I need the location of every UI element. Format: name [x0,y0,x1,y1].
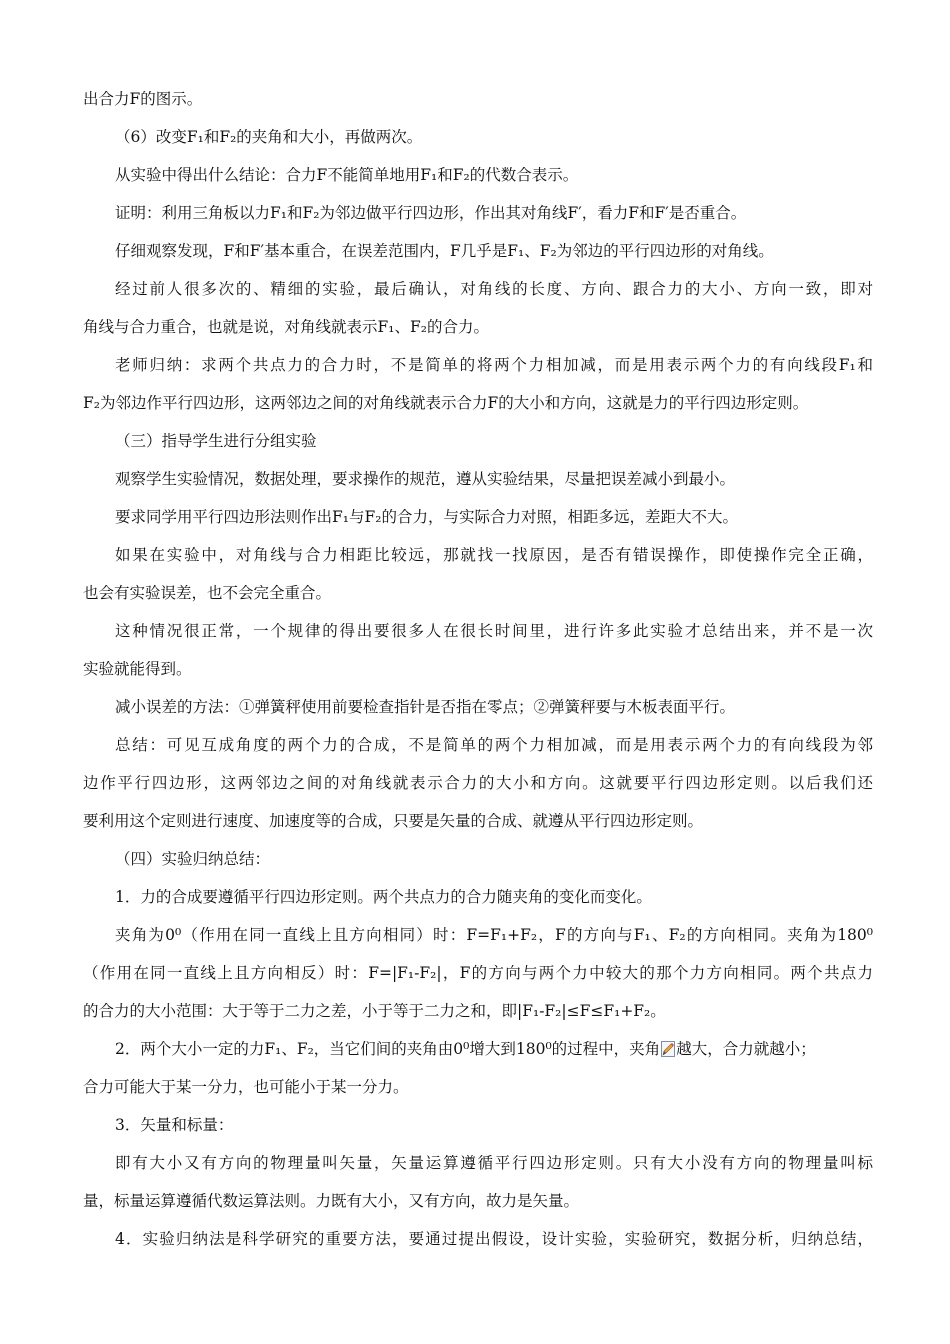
paragraph-line: 如果在实验中，对角线与合力相距比较远，那就找一找原因，是否有错误操作，即使操作完全正确， [115,546,873,564]
paragraph-line: 仔细观察发现，F和F′基本重合，在误差范围内，F几乎是F₁、F₂为邻边的平行四边形的对角线。 [115,242,774,260]
paragraph-line: （6）改变F₁和F₂的夹角和大小，再做两次。 [115,128,423,146]
paragraph-line: 证明：利用三角板以力F₁和F₂为邻边做平行四边形，作出其对角线F′，看力F和F′是否重合。 [115,204,747,222]
paragraph-line: 夹角为0⁰（作用在同一直线上且方向相同）时：F=F₁+F₂，F的方向与F₁、F₂的方向相同。夹角为180⁰ [115,926,873,944]
paragraph-line: 合力可能大于某一分力，也可能小于某一分力。 [83,1078,409,1096]
line-text-after-icon: 越大，合力就越小； [676,1040,816,1058]
paragraph-line: 即有大小又有方向的物理量叫矢量，矢量运算遵循平行四边形定则。只有大小没有方向的物理量叫标 [115,1154,873,1172]
paragraph-line: 实验就能得到。 [83,660,192,678]
paragraph-line: 4．实验归纳法是科学研究的重要方法，要通过提出假设，设计实验，实验研究，数据分析，归纳总结， [115,1230,873,1248]
paragraph-line: 总结：可见互成角度的两个力的合成，不是简单的两个力相加减，而是用表示两个力的有向线段为邻 [115,736,873,754]
paragraph-line: 要利用这个定则进行速度、加速度等的合成，只要是矢量的合成、就遵从平行四边形定则。 [83,812,704,830]
paragraph-line: 这种情况很正常，一个规律的得出要很多人在很长时间里，进行许多此实验才总结出来，并不是一次 [115,622,873,640]
paragraph-line: 角线与合力重合，也就是说，对角线就表示F₁、F₂的合力。 [83,318,489,336]
paragraph-line: 要求同学用平行四边形法则作出F₁与F₂的合力，与实际合力对照，相距多远，差距大不大。 [115,508,738,526]
paragraph-line: 1．力的合成要遵循平行四边形定则。两个共点力的合力随夹角的变化而变化。 [115,888,652,906]
section-heading: 3．矢量和标量： [115,1116,234,1134]
paragraph-line: 减小误差的方法：①弹簧秤使用前要检查指针是否指在零点；②弹簧秤要与木板表面平行。 [115,698,736,716]
section-heading: （三）指导学生进行分组实验 [115,432,317,450]
paragraph-line [115,1038,873,1060]
paragraph-line: 也会有实验误差，也不会完全重合。 [83,584,332,602]
line-text-before-icon: 2．两个大小一定的力F₁、F₂，当它们间的夹角由0⁰增大到180⁰的过程中，夹角 [115,1040,661,1058]
paragraph-line: （作用在同一直线上且方向相反）时：F=|F₁-F₂|，F的方向与两个力中较大的那个力方向相同。两个共点力 [83,964,873,982]
paragraph-line: 出合力F的图示。 [83,90,203,108]
paragraph-line: 经过前人很多次的、精细的实验，最后确认，对角线的长度、方向、跟合力的大小、方向一致，即对 [115,280,873,298]
paragraph-line: 老师归纳：求两个共点力的合力时，不是简单的将两个力相加减，而是用表示两个力的有向线段F₁和 [115,356,873,374]
paragraph-line: 观察学生实验情况，数据处理，要求操作的规范，遵从实验结果，尽量把误差减小到最小。 [115,470,736,488]
paragraph-line: 的合力的大小范围：大于等于二力之差，小于等于二力之和，即|F₁-F₂|≤F≤F₁+F₂。 [83,1002,666,1020]
paragraph-line: 量，标量运算遵循代数运算法则。力既有大小，又有方向，故力是矢量。 [83,1192,580,1210]
section-heading: （四）实验归纳总结： [115,850,271,868]
paragraph-line: 从实验中得出什么结论：合力F不能简单地用F₁和F₂的代数合表示。 [115,166,579,184]
paragraph-line: 边作平行四边形，这两邻边之间的对角线就表示合力的大小和方向。这就要平行四边形定则。以后我们还 [83,774,873,792]
paragraph-line: F₂为邻边作平行四边形，这两邻边之间的对角线就表示合力F的大小和方向，这就是力的平行四边形定则。 [83,394,809,412]
pencil-icon [661,1041,675,1057]
